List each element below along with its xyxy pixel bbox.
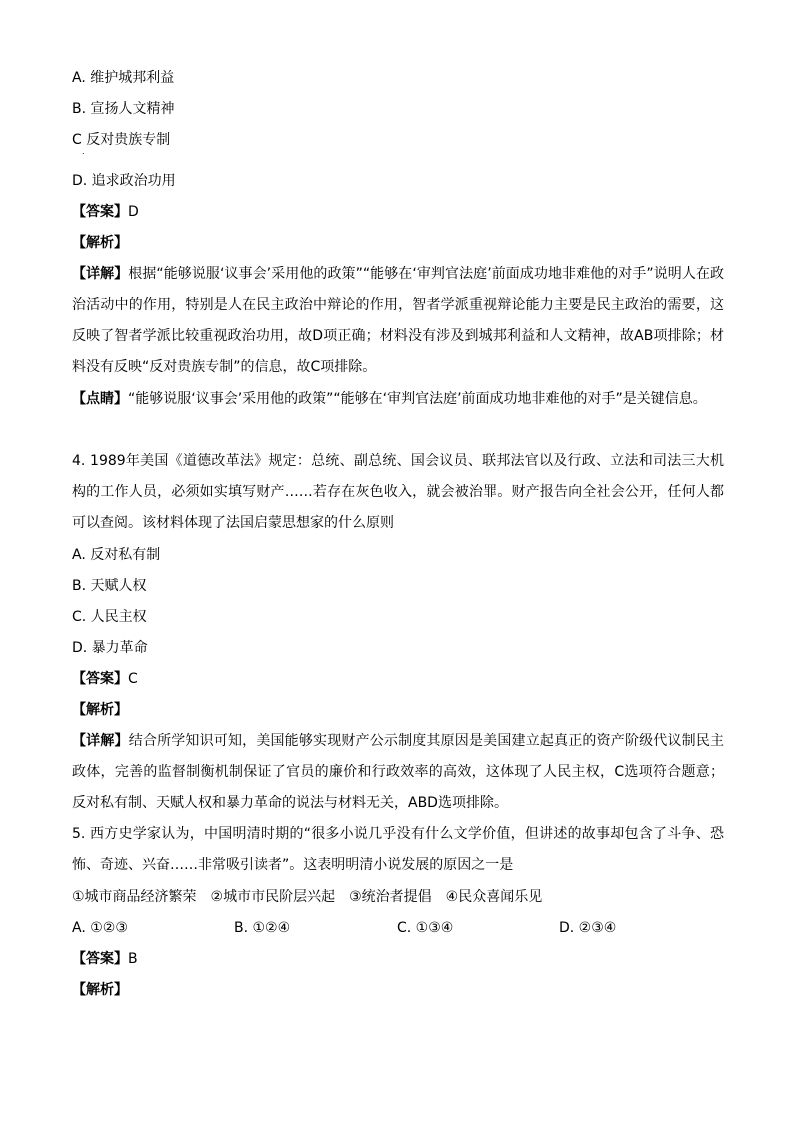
q3-answer <box>72 202 139 222</box>
q4-option-a: A. 反对私有制 <box>72 547 161 563</box>
q5-options-row <box>72 918 724 940</box>
q3-tip <box>72 384 724 415</box>
q3-option-a: A. 维护城邦利益 <box>72 70 175 86</box>
q4-option-d: D. 暴力革命 <box>72 640 148 656</box>
q4-answer <box>72 669 138 689</box>
q5-answer <box>72 949 138 969</box>
answer-value: B <box>128 951 138 967</box>
q4-stem: 4. 1989年美国《道德改革法》规定：总统、副总统、国会议员、联邦法官以及行政、立法和司法三大机构的工作人员，必须如实填写财产……若存在灰色收入，就会被治罪。财产报告向全社会公开，任何人都可以查阅。该材料体现了法国启蒙思想家的什么原则 <box>72 453 724 531</box>
q5-items: ①城市商品经济繁荣 ②城市市民阶层兴起 ③统治者提倡 ④民众喜闻乐见 <box>72 889 543 905</box>
q5-option-b: B. ①②④ <box>234 920 291 936</box>
q5-option-a: A. ①②③ <box>72 920 128 936</box>
q3-option-c-dot: . <box>82 147 85 156</box>
q5-stem: 5. 西方史学家认为，中国明清时期的“很多小说几乎没有什么文学价值，但讲述的故事却包含了斗争、恐怖、奇迹、兴奋……非常吸引读者”。这表明明清小说发展的原因之一是 <box>72 826 724 873</box>
q3-analysis-heading <box>72 233 128 253</box>
q3-option-c: C 反对贵族专制 <box>72 132 171 148</box>
analysis-tag: 【解析】 <box>72 982 128 998</box>
analysis-tag: 【解析】 <box>72 235 128 251</box>
answer-tag: 【答案】 <box>72 671 128 687</box>
detail-tag: 【详解】 <box>72 266 129 282</box>
detail-text: 根据“能够说服‘议事会’采用他的政策”“能够在‘审判官法庭’前面成功地非难他的对手”说明人在政治活动中的作用，特别是人在民主政治中辩论的作用，智者学派重视辩论能力主要是民主政治的需要，这反映了智者学派比较重视政治功用，故D项正确；材料没有涉及到城邦利益和人文精神，故AB项排除；材料没有反映“反对贵族专制”的信息，故C项排除。 <box>72 266 725 375</box>
answer-value: D <box>128 204 139 220</box>
q3-detail <box>72 259 724 383</box>
q3-option-b: B. 宣扬人文精神 <box>72 101 175 117</box>
q5-option-d: D. ②③④ <box>559 920 617 936</box>
q5-analysis-heading <box>72 980 128 1000</box>
answer-value: C <box>128 671 138 687</box>
q3-option-d: D. 追求政治功用 <box>72 173 176 189</box>
detail-tag: 【详解】 <box>72 733 129 749</box>
answer-tag: 【答案】 <box>72 951 128 967</box>
q4-option-b: B. 天赋人权 <box>72 578 147 594</box>
analysis-tag: 【解析】 <box>72 702 128 718</box>
q4-detail <box>72 726 724 819</box>
answer-tag: 【答案】 <box>72 204 128 220</box>
q4-analysis-heading <box>72 700 128 720</box>
tip-text: “能够说服‘议事会’采用他的政策”“能够在‘审判官法庭’前面成功地非难他的对手”是关键信息。 <box>128 391 707 407</box>
detail-text: 结合所学知识可知，美国能够实现财产公示制度其原因是美国建立起真正的资产阶级代议制民主政体，完善的监督制衡机制保证了官员的廉价和行政效率的高效，这体现了人民主权，C选项符合题意；反对私有制、天赋人权和暴力革命的说法与材料无关，ABD选项排除。 <box>72 733 725 811</box>
q5-option-c: C. ①③④ <box>397 920 454 936</box>
tip-tag: 【点睛】 <box>72 391 128 407</box>
q4-option-c: C. 人民主权 <box>72 609 147 625</box>
